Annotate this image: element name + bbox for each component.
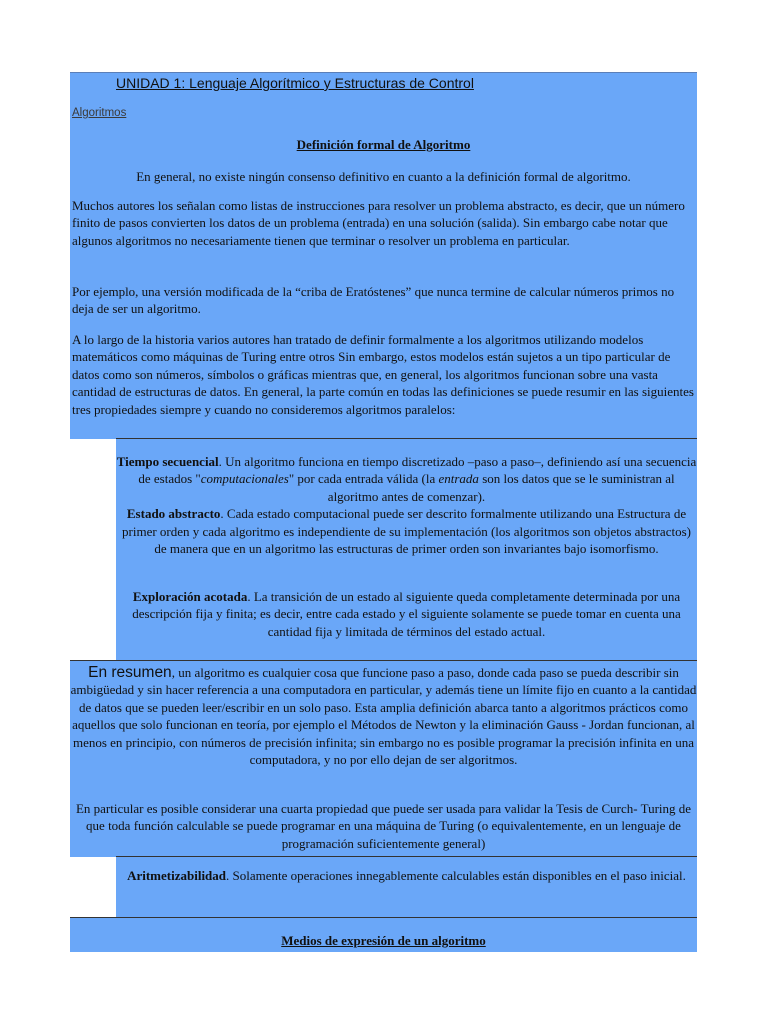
property-bounded-exploration	[116, 588, 697, 640]
intro-paragraph-1: En general, no existe ningún consenso definitivo en cuanto a la definición formal de algoritmo.	[136, 169, 631, 184]
fourth-property-block	[116, 856, 697, 918]
property-term: Exploración acotada	[132, 589, 248, 604]
property-text: . Solamente operaciones innegablemente calculables están disponibles en el paso inicial.	[226, 868, 686, 883]
section-link-algoritmos[interactable]: Algoritmos	[72, 107, 127, 119]
summary-paragraph	[70, 664, 697, 768]
property-term: Tiempo secuencial	[116, 454, 219, 469]
property-sequential-time	[116, 453, 697, 557]
fourth-property-intro: En particular es posible considerar una cuarta propiedad que puede ser usada para validar la Tesis de Curch- Turing de que toda función calculable se puede programar en una máquina de Turing (o equivalentemente, en un lenguaje de programación suficientemente general)	[75, 801, 692, 851]
property-text: son los datos que se le suministran al algoritmo antes de comenzar).	[327, 471, 675, 504]
property-text: . Cada estado computacional puede ser descrito formalmente utilizando una Estructura de primer orden y cada algoritmo es independiente de su implementación (los algoritmos son objetos abstractos) de manera que en un algoritmo las estructuras de primer orden son invariantes bajo isomorfismo.	[122, 506, 691, 557]
property-term: Aritmetizabilidad	[127, 868, 227, 883]
definition-heading: Definición formal de Algoritmo	[296, 137, 471, 152]
unit-title: UNIDAD 1: Lenguaje Algorítmico y Estructuras de Control	[116, 75, 474, 91]
property-term: Estado abstracto	[126, 506, 221, 522]
property-emphasis: computacionales	[200, 471, 289, 487]
intro-paragraph-4: A lo largo de la historia varios autores han tratado de definir formalmente a los algoritmos utilizando modelos matemáticos como máquinas de Turing entre otros Sin embargo, estos modelos están sujetos a un tipo particular de datos como son números, símbolos o gráficas mientras que, en general, los algoritmos funcionan sobre una vasta cantidad de estructuras de datos. En general, la parte común en todas las definiciones se puede resumir en las siguientes tres propiedades siempre y cuando no consideremos algoritmos paralelos:	[72, 332, 694, 417]
property-text: . La transición de un estado al siguiente queda completamente determinada por una descripción fija y finita; es decir, entre cada estado y el siguiente solamente se puede tomar en cuenta una cantidad fija y limitada de términos del estado actual.	[132, 589, 681, 639]
property-arithmetizability	[116, 867, 697, 885]
summary-lead: En resumen	[88, 664, 172, 681]
next-section-heading: Medios de expresión de un algoritmo	[281, 933, 486, 948]
intro-paragraph-3: Por ejemplo, una versión modificada de la “criba de Eratóstenes” que nunca termine de calcular números primos no deja de ser un algoritmo.	[72, 284, 675, 317]
summary-block	[70, 660, 697, 857]
property-text: " por cada entrada válida (la	[288, 471, 439, 487]
properties-block	[116, 438, 697, 661]
intro-block	[70, 72, 697, 439]
property-emphasis: entrada	[438, 471, 479, 487]
next-section-block	[70, 917, 697, 952]
intro-paragraph-2: Muchos autores los señalan como listas de instrucciones para resolver un problema abstracto, es decir, que un número finito de pasos convierten los datos de un problema (entrada) en una solución (salida). Sin embargo cabe notar que algunos algoritmos no necesariamente tienen que terminar o resolver un problema en particular.	[72, 198, 685, 248]
summary-text: , un algoritmo es cualquier cosa que funcione paso a paso, donde cada paso se pueda describir sin ambigüedad y sin hacer referencia a una computadora en particular, y además tiene un límite fijo en cuanto a la cantidad de datos que se pueden leer/escribir en un solo paso. Esta amplia definición abarca tanto a algoritmos prácticos como aquellos que solo funcionan en teoría, por ejemplo el Métodos de Newton y la eliminación Gauss - Jordan funcionan, al menos en principio, con números de precisión infinita; sin embargo no es posible programar la precisión infinita en una computadora, y no por ello dejan de ser algoritmos.	[70, 665, 697, 768]
property-text: . Un algoritmo funciona en tiempo discretizado –paso a paso–, definiendo así una secuencia de estados "	[138, 454, 697, 487]
